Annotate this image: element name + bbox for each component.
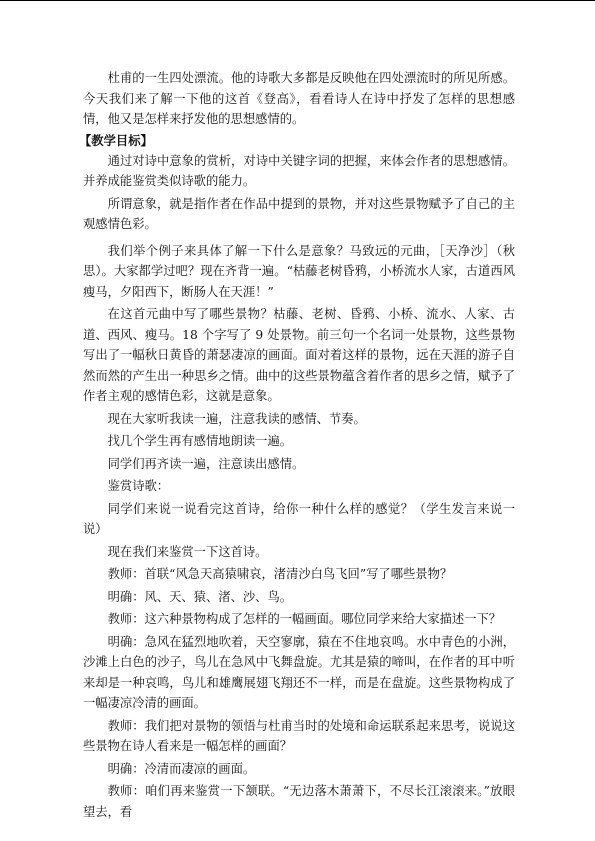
paragraph-feeling-question: 同学们来说一说看完这首诗，给你一种什么样的感觉？（学生发言来说一说） — [83, 501, 515, 536]
paragraph-teacher-reads: 现在大家听我读一遍，注意我读的感情、节奏。 — [107, 411, 366, 426]
section-heading-teaching-goals: 【教学目标】 — [79, 132, 153, 148]
paragraph-teacher-q4: 教师：咱们再来鉴赏一下颔联。“无边落木萧萧下，不尽长江滚滚来。”放眼望去，看 — [83, 784, 515, 819]
paragraph-teacher-q1: 教师：首联“风急天高猿啸哀，渚清沙白鸟飞回”写了哪些景物？ — [107, 567, 453, 581]
paragraph-class-reads: 同学们再齐读一遍，注意读出感情。 — [107, 456, 305, 471]
paragraph-teacher-q2: 教师：这六种景物构成了怎样的一幅画面。哪位同学来给大家描述一下？ — [107, 612, 502, 626]
paragraph-answer-1: 明确：风、天、猿、渚、沙、鸟。 — [107, 589, 293, 604]
paragraph-example-tianjingsha: 我们举个例子来具体了解一下什么是意象？马致远的元曲，［天净沙］（秋思）。大家都学过吧？现在齐背一遍。“枯藤老树昏鸦，小桥流水人家，古道西风瘦马，夕阳西下，断肠人在天涯！” — [83, 243, 515, 299]
intro-paragraph: 杜甫的一生四处漂流。他的诗歌大多都是反映他在四处漂流时的所见所感。今天我们来了解一下他的这首《登高》，看看诗人在诗中抒发了怎样的思想感情，他又是怎样来抒发他的思想感情的。 — [83, 71, 515, 126]
paragraph-teacher-q3: 教师：我们把对景物的领悟与杜甫当时的处境和命运联系起来思考，说说这些景物在诗人看来是一幅怎样的画面？ — [83, 718, 515, 753]
paragraph-answer-2: 明确：急风在猛烈地吹着，天空寥廓，猿在不住地哀鸣。水中青色的小洲，沙滩上白色的沙子，鸟儿在急风中飞舞盘旋。尤其是猿的啼叫，在作者的耳中听来却是一种哀鸣，鸟儿和雄鹰展翅飞翔还不一样，而是在盘旋。这些景物构成了一幅凄凉冷清的画面。 — [83, 634, 515, 710]
paragraph-imagery-definition: 所谓意象，就是指作者在作品中提到的景物，并对这些景物赋予了自己的主观感情色彩。 — [83, 196, 515, 231]
paragraph-answer-3: 明确：冷清而凄凉的画面。 — [107, 761, 256, 776]
paragraph-begin-appreciation: 现在我们来鉴赏一下这首诗。 — [107, 544, 268, 559]
paragraph-scenery-analysis: 在这首元曲中写了哪些景物？枯藤、老树、昏鸦、小桥、流水、人家、古道、西风、瘦马。18 个字写了 9 处景物。前三句一个名词一处景物，这些景物写出了一幅秋日黄昏的萧瑟凄凉的画面。面对着这样的景物，远在天涯的游子自然而然的产生出一种思乡之情。曲中的这些景物蕴含着作者的思乡之情，赋予了作者主观的感情色彩，这就是意象。 — [83, 307, 515, 403]
paragraph-appreciation-label: 鉴赏诗歌： — [107, 479, 170, 493]
paragraph-goals: 通过对诗中意象的赏析，对诗中关键字词的把握，来体会作者的思想感情。并养成能鉴赏类似诗歌的能力。 — [83, 153, 515, 188]
page-top-border — [0, 0, 595, 1]
document-body — [79, 68, 515, 822]
paragraph-student-reads: 找几个学生再有感情地朗读一遍。 — [107, 434, 293, 448]
